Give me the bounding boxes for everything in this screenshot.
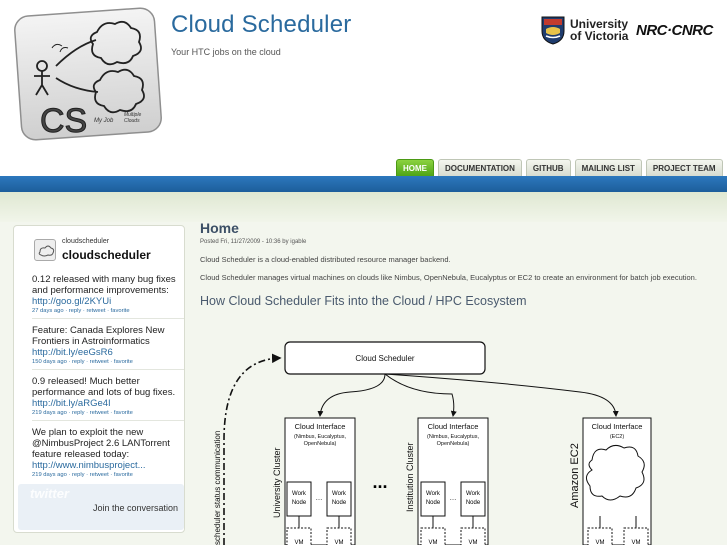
ci1-sub1: (Nimbus, Eucalyptus, — [294, 434, 346, 440]
nav-mailing-list[interactable]: MAILING LIST — [575, 159, 642, 176]
vm-label: VM — [294, 540, 304, 545]
primary-nav — [396, 159, 723, 176]
page-title: Home — [200, 220, 239, 236]
work-label: Work — [426, 491, 440, 497]
tweet-item — [32, 376, 184, 421]
twitter-footer — [18, 484, 184, 530]
work-node-box — [421, 482, 445, 516]
tweet-item — [32, 274, 184, 319]
twitter-username-small[interactable]: cloudscheduler — [62, 238, 110, 245]
work-label: Work — [332, 491, 346, 497]
site-slogan: Your HTC jobs on the cloud — [171, 47, 281, 57]
tweet-link[interactable]: http://goo.gl/2KYUi — [32, 296, 112, 307]
ci3-title: Cloud Interface — [591, 422, 643, 431]
intro-paragraph: Cloud Scheduler is a cloud-enabled distributed resource manager backend. — [200, 255, 451, 264]
nav-github[interactable]: GITHUB — [526, 159, 571, 176]
work-label: Work — [466, 491, 480, 497]
uvic-crest-icon — [540, 15, 566, 45]
work-node-box — [287, 482, 311, 516]
tweet-meta[interactable]: 27 days ago · reply · retweet · favorite — [32, 308, 130, 314]
scheduler-label: Cloud Scheduler — [355, 354, 415, 363]
ci2-sub2: OpenNebula) — [436, 441, 470, 447]
tweet-item — [32, 325, 184, 370]
section-heading: How Cloud Scheduler Fits into the Cloud / HPC Ecosystem — [200, 294, 527, 308]
ecosystem-diagram — [200, 330, 727, 545]
vm-label: VM — [595, 540, 605, 545]
svg-text:CS: CS — [40, 102, 88, 140]
cluster3-label: Amazon EC2 — [569, 443, 581, 508]
nav-home[interactable]: HOME — [396, 159, 434, 176]
cloud-scheduler-logo[interactable] — [12, 4, 167, 144]
ci2-sub1: (Nimbus, Eucalyptus, — [427, 434, 479, 440]
tweet-link[interactable]: http://www.nimbusproject... — [32, 460, 146, 471]
arrow-2 — [385, 374, 454, 416]
tweet-link[interactable]: http://bit.ly/eeGsR6 — [32, 347, 113, 358]
main-content — [200, 218, 727, 308]
logo-graphic — [12, 4, 167, 144]
arrow-1 — [320, 374, 385, 416]
ci1-title: Cloud Interface — [294, 422, 346, 431]
tweet-item — [32, 427, 184, 482]
tweet-meta[interactable]: 219 days ago · reply · retweet · favorite — [32, 472, 133, 478]
tweet-meta[interactable]: 150 days ago · reply · retweet · favorite — [32, 359, 133, 365]
ellipsis: … — [449, 495, 457, 502]
twitter-widget — [13, 225, 185, 533]
work-node-box — [461, 482, 485, 516]
svg-text:My Job: My Job — [94, 118, 114, 124]
uvic-name-line2: of Victoria — [570, 29, 629, 43]
nav-bar — [0, 176, 727, 192]
work-node-box — [327, 482, 351, 516]
ci3-sub: (EC2) — [609, 434, 625, 440]
work-label: Work — [292, 491, 306, 497]
site-header — [0, 0, 727, 158]
svg-text:Multiple: Multiple — [124, 112, 142, 118]
more-clusters-dots: ... — [372, 472, 388, 492]
tweet-list — [32, 274, 184, 488]
tweet-text: 0.9 released! Much better performance and lots of bug fixes. — [32, 376, 176, 398]
twitter-username[interactable]: cloudscheduler — [62, 248, 151, 262]
node-label: Node — [291, 500, 307, 506]
tweet-text: We plan to exploit the new @NimbusProject 2.6 LANTorrent feature released today: — [32, 427, 170, 460]
twitter-avatar[interactable] — [34, 239, 56, 261]
node-label: Node — [425, 500, 441, 506]
status-label: scheduler status communication — [213, 430, 222, 545]
tweet-text: Feature: Canada Explores New Frontiers in Astroinformatics — [32, 325, 165, 347]
ci2-title: Cloud Interface — [427, 422, 479, 431]
node-label: Node — [331, 500, 347, 506]
uvic-logo[interactable] — [540, 14, 628, 46]
tweet-link[interactable]: http://bit.ly/aRGe4I — [32, 398, 111, 409]
uvic-name-line1: University — [570, 17, 629, 31]
site-title[interactable]: Cloud Scheduler — [171, 11, 352, 38]
ci1-sub2: OpenNebula) — [303, 441, 337, 447]
vm-label: VM — [428, 540, 438, 545]
avatar-cloud-icon — [35, 240, 55, 260]
vm-label: VM — [334, 540, 344, 545]
cluster1-label: University Cluster — [272, 447, 282, 518]
nav-project-team[interactable]: PROJECT TEAM — [646, 159, 723, 176]
arrow-3 — [385, 374, 616, 416]
cluster2-label: Institution Cluster — [405, 442, 415, 512]
nrc-logo[interactable]: NRC·CNRC — [636, 22, 713, 39]
join-conversation-link[interactable]: Join the conversation — [92, 503, 178, 513]
tweet-text: 0.12 released with many bug fixes and performance improvements: — [32, 274, 176, 296]
vm-label: VM — [631, 540, 641, 545]
nav-documentation[interactable]: DOCUMENTATION — [438, 159, 522, 176]
node-label: Node — [465, 500, 481, 506]
svg-text:Clouds: Clouds — [124, 118, 140, 124]
post-meta: Posted Fri, 11/27/2009 - 10:36 by igable — [200, 239, 307, 245]
ecosystem-diagram-svg — [200, 330, 727, 545]
ellipsis: … — [315, 495, 323, 502]
twitter-logo[interactable]: twitter — [30, 486, 69, 501]
tweet-meta[interactable]: 219 days ago · reply · retweet · favorite — [32, 410, 133, 416]
description-paragraph: Cloud Scheduler manages virtual machines on clouds like Nimbus, OpenNebula, Eucalyptus or EC2 to create an environment for batch job execution. — [200, 273, 697, 282]
vm-label: VM — [468, 540, 478, 545]
